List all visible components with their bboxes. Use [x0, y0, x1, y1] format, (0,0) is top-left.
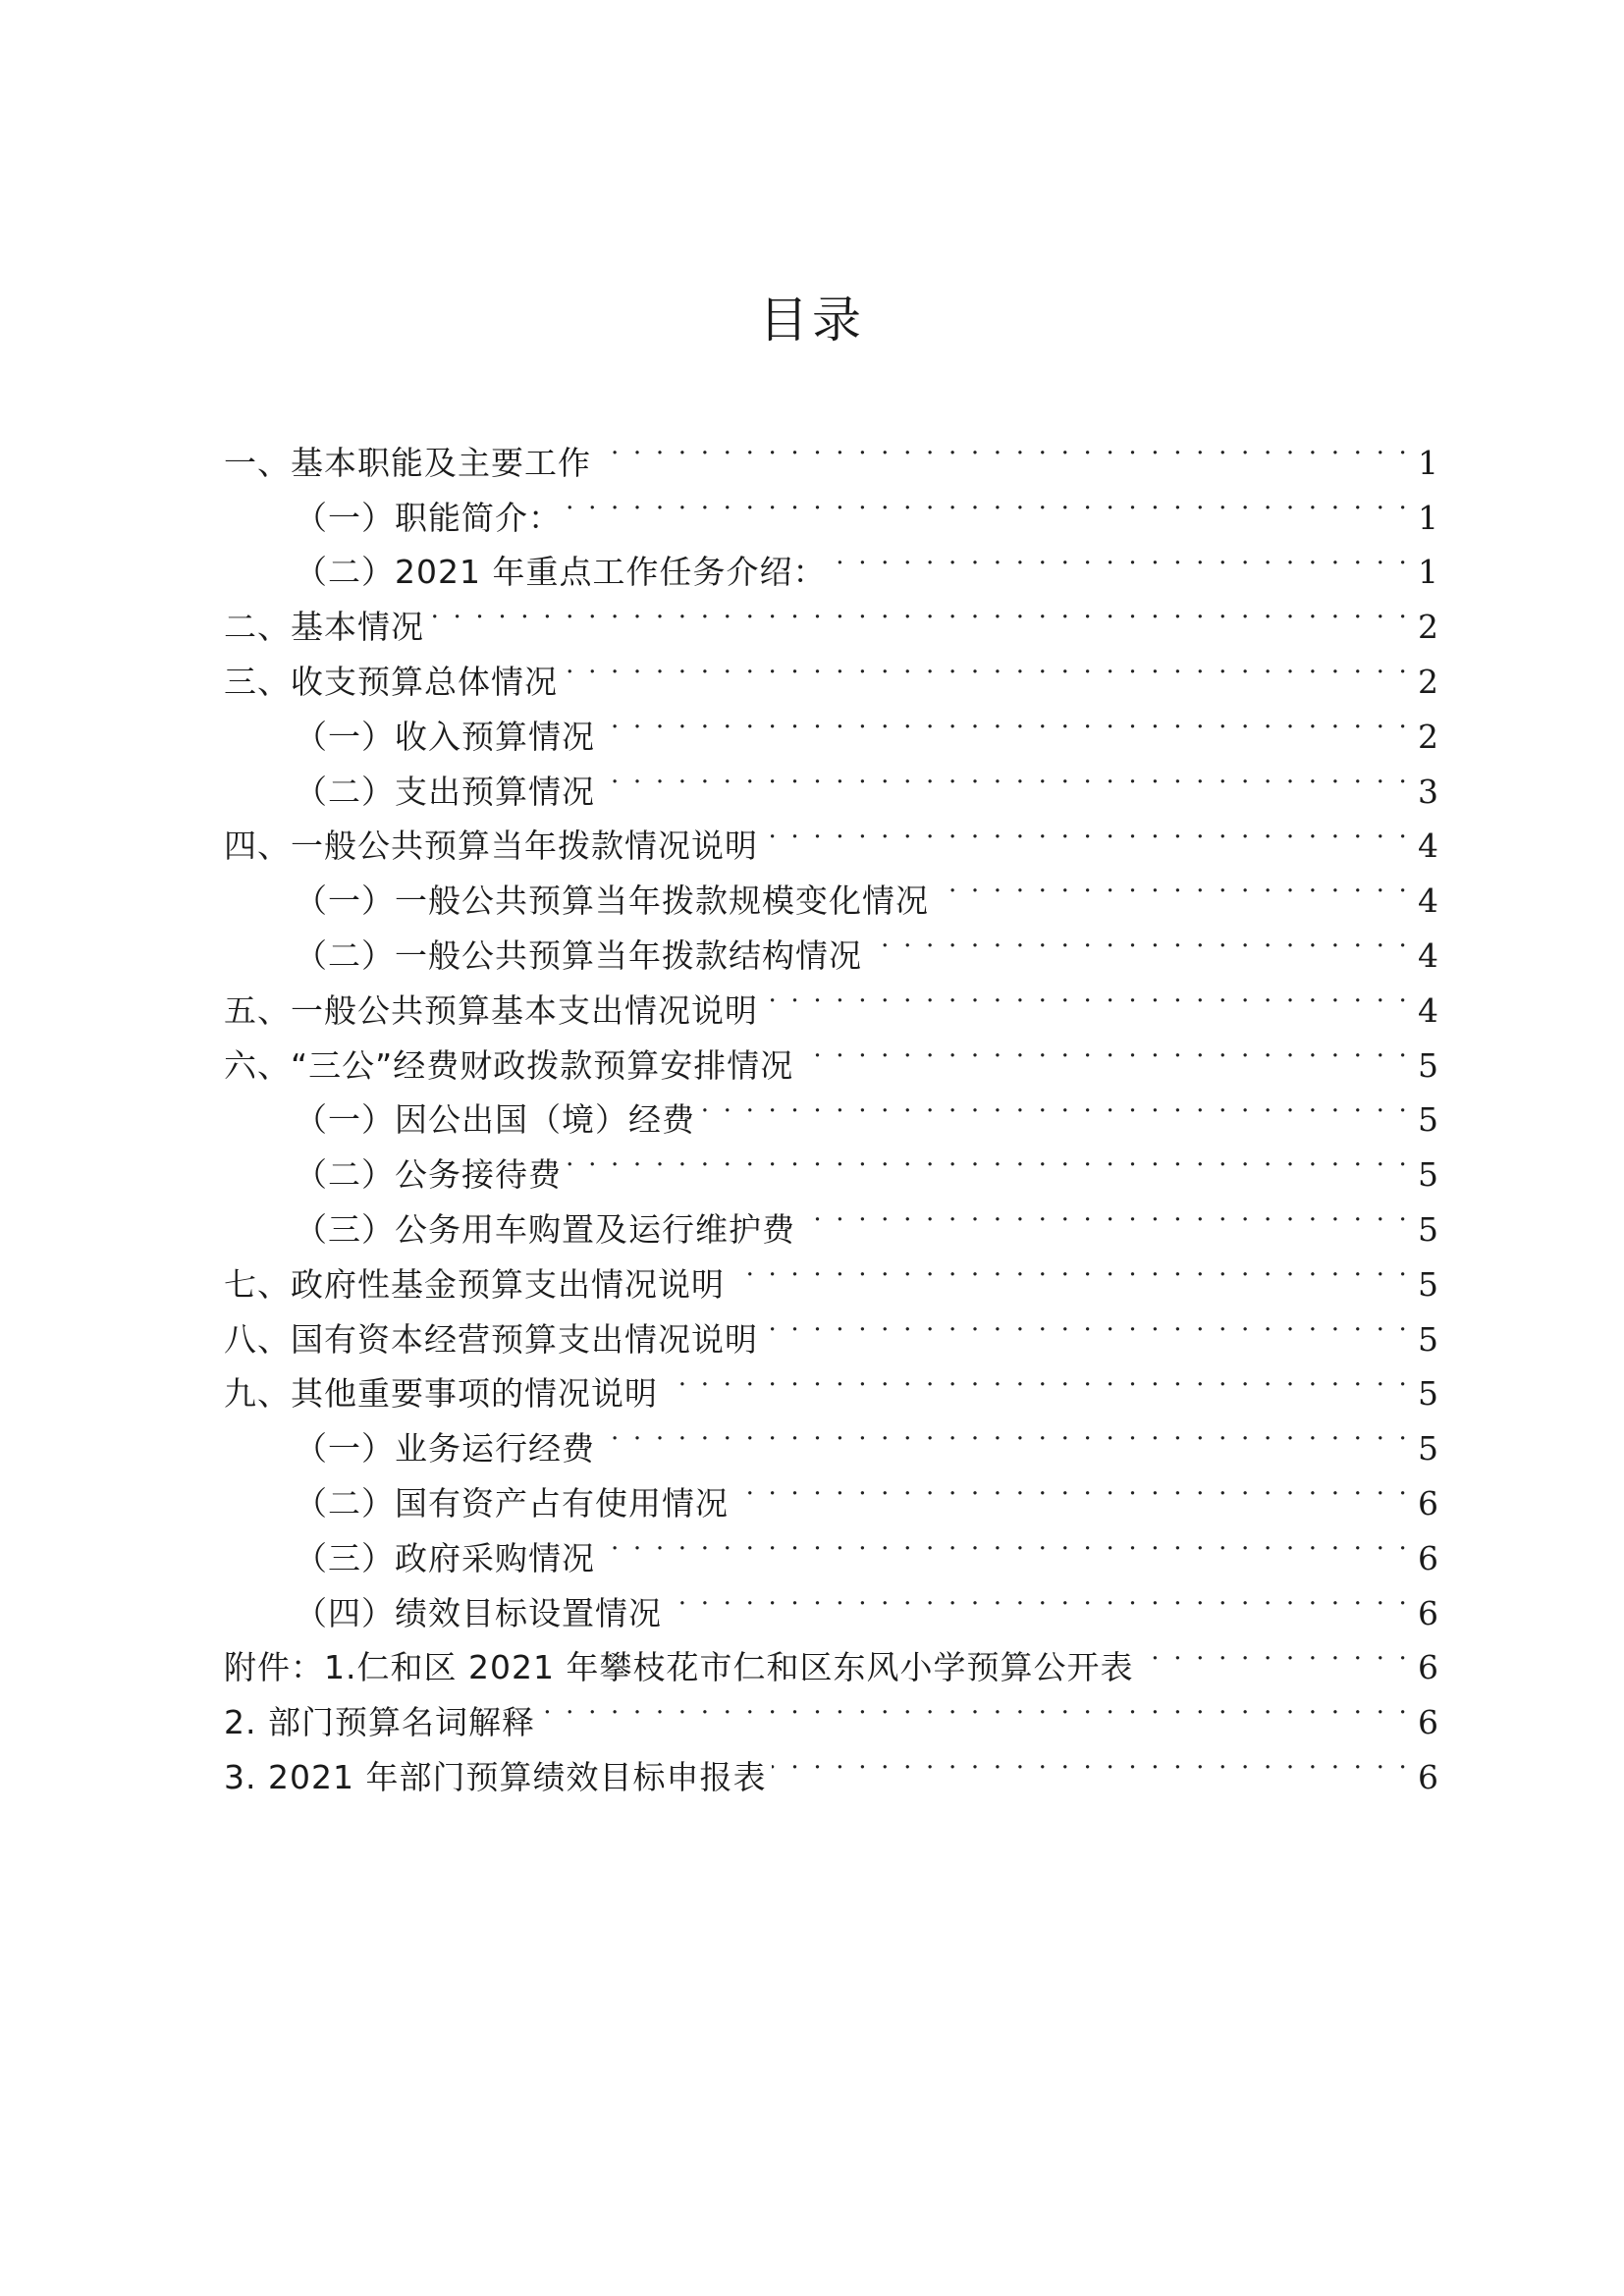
toc-entry-label: （一）收入预算情况: [295, 717, 595, 756]
toc-entry-label: 一、基本职能及主要工作: [224, 443, 591, 482]
toc-entry-page-number: 6: [1418, 1483, 1438, 1522]
toc-entry-page-number: 4: [1418, 990, 1438, 1030]
toc-entry-label: 八、国有资本经营预算支出情况说明: [224, 1319, 758, 1359]
page-title: 目录: [759, 292, 865, 348]
toc-entry-label: （二）公务接待费: [295, 1155, 562, 1195]
dot-leader: [664, 1351, 1410, 1406]
toc-entry-label: （二）2021 年重点工作任务介绍：: [295, 553, 827, 592]
dot-leader: [601, 1515, 1410, 1570]
dot-leader: [764, 1296, 1410, 1351]
toc-entry-page-number: 4: [1418, 935, 1438, 975]
dot-leader: [764, 803, 1410, 858]
dot-leader: [772, 1734, 1410, 1789]
toc-entry-label: （二）国有资产占有使用情况: [295, 1483, 729, 1522]
dot-leader: [601, 693, 1410, 748]
dot-leader: [568, 1131, 1410, 1186]
toc-entry-page-number: 4: [1418, 827, 1438, 866]
dot-leader: [799, 1022, 1410, 1077]
dot-leader: [701, 1077, 1410, 1132]
toc-entry[interactable]: [224, 419, 1438, 482]
dot-leader: [564, 638, 1410, 693]
toc-entry-label: 附件：1.仁和区 2021 年攀枝花市仁和区东风小学预算公开表: [224, 1648, 1134, 1687]
dot-leader: [764, 967, 1410, 1022]
dot-leader: [1139, 1625, 1410, 1680]
toc-entry-page-number: 5: [1418, 1374, 1438, 1414]
dot-leader: [731, 1241, 1410, 1296]
toc-entry-label: 四、一般公共预算当年拨款情况说明: [224, 827, 758, 866]
toc-entry-label: 3. 2021 年部门预算绩效目标申报表: [224, 1757, 767, 1796]
toc-entry-label: （三）政府采购情况: [295, 1538, 595, 1577]
toc-entry-label: （二）支出预算情况: [295, 772, 595, 811]
toc-entry-page-number: 4: [1418, 881, 1438, 921]
toc-entry-page-number: 1: [1418, 553, 1438, 592]
toc-entry-page-number: 6: [1418, 1538, 1438, 1577]
table-of-contents: [224, 419, 1438, 1796]
toc-entry-page-number: 5: [1418, 1429, 1438, 1468]
toc-entry-label: （一）一般公共预算当年拨款规模变化情况: [295, 881, 929, 921]
toc-entry-page-number: 5: [1418, 1264, 1438, 1304]
toc-entry-page-number: 2: [1418, 717, 1438, 756]
dot-leader: [801, 1186, 1410, 1241]
toc-entry-label: 七、政府性基金预算支出情况说明: [224, 1264, 725, 1304]
toc-entry-label: （四）绩效目标设置情况: [295, 1593, 662, 1632]
toc-entry-page-number: 5: [1418, 1209, 1438, 1249]
toc-entry-page-number: 5: [1418, 1319, 1438, 1359]
toc-entry-label: （三）公务用车购置及运行维护费: [295, 1209, 795, 1249]
toc-entry-page-number: 6: [1418, 1703, 1438, 1742]
dot-leader: [832, 529, 1410, 584]
toc-entry-label: 九、其他重要事项的情况说明: [224, 1374, 658, 1414]
toc-entry-page-number: 2: [1418, 608, 1438, 647]
toc-entry-label: 2. 部门预算名词解释: [224, 1703, 535, 1742]
toc-entry-label: （一）因公出国（境）经费: [295, 1100, 695, 1140]
dot-leader: [734, 1460, 1410, 1515]
toc-entry-label: 二、基本情况: [224, 608, 424, 647]
toc-entry-page-number: 5: [1418, 1155, 1438, 1195]
toc-entry-page-number: 5: [1418, 1045, 1438, 1085]
dot-leader: [935, 857, 1410, 912]
toc-entry-label: （一）业务运行经费: [295, 1429, 595, 1468]
dot-leader: [601, 1405, 1410, 1460]
toc-entry-label: 三、收支预算总体情况: [224, 662, 558, 701]
dot-leader: [601, 748, 1410, 803]
toc-entry-label: （一）职能简介：: [295, 498, 562, 537]
toc-entry-page-number: 6: [1418, 1757, 1438, 1796]
toc-entry-label: 六、“三公”经费财政拨款预算安排情况: [224, 1045, 794, 1085]
toc-entry-label: 五、一般公共预算基本支出情况说明: [224, 990, 758, 1030]
toc-entry-page-number: 1: [1418, 498, 1438, 537]
dot-leader: [568, 474, 1410, 529]
toc-entry-page-number: 1: [1418, 443, 1438, 482]
toc-entry-page-number: 2: [1418, 662, 1438, 701]
toc-entry-page-number: 6: [1418, 1593, 1438, 1632]
dot-leader: [868, 912, 1410, 967]
toc-entry-page-number: 5: [1418, 1100, 1438, 1140]
dot-leader: [668, 1570, 1410, 1625]
toc-entry-page-number: 6: [1418, 1648, 1438, 1687]
toc-entry-label: （二）一般公共预算当年拨款结构情况: [295, 935, 862, 975]
dot-leader: [430, 583, 1410, 638]
dot-leader: [541, 1679, 1410, 1734]
dot-leader: [597, 419, 1410, 474]
toc-entry-page-number: 3: [1418, 772, 1438, 811]
